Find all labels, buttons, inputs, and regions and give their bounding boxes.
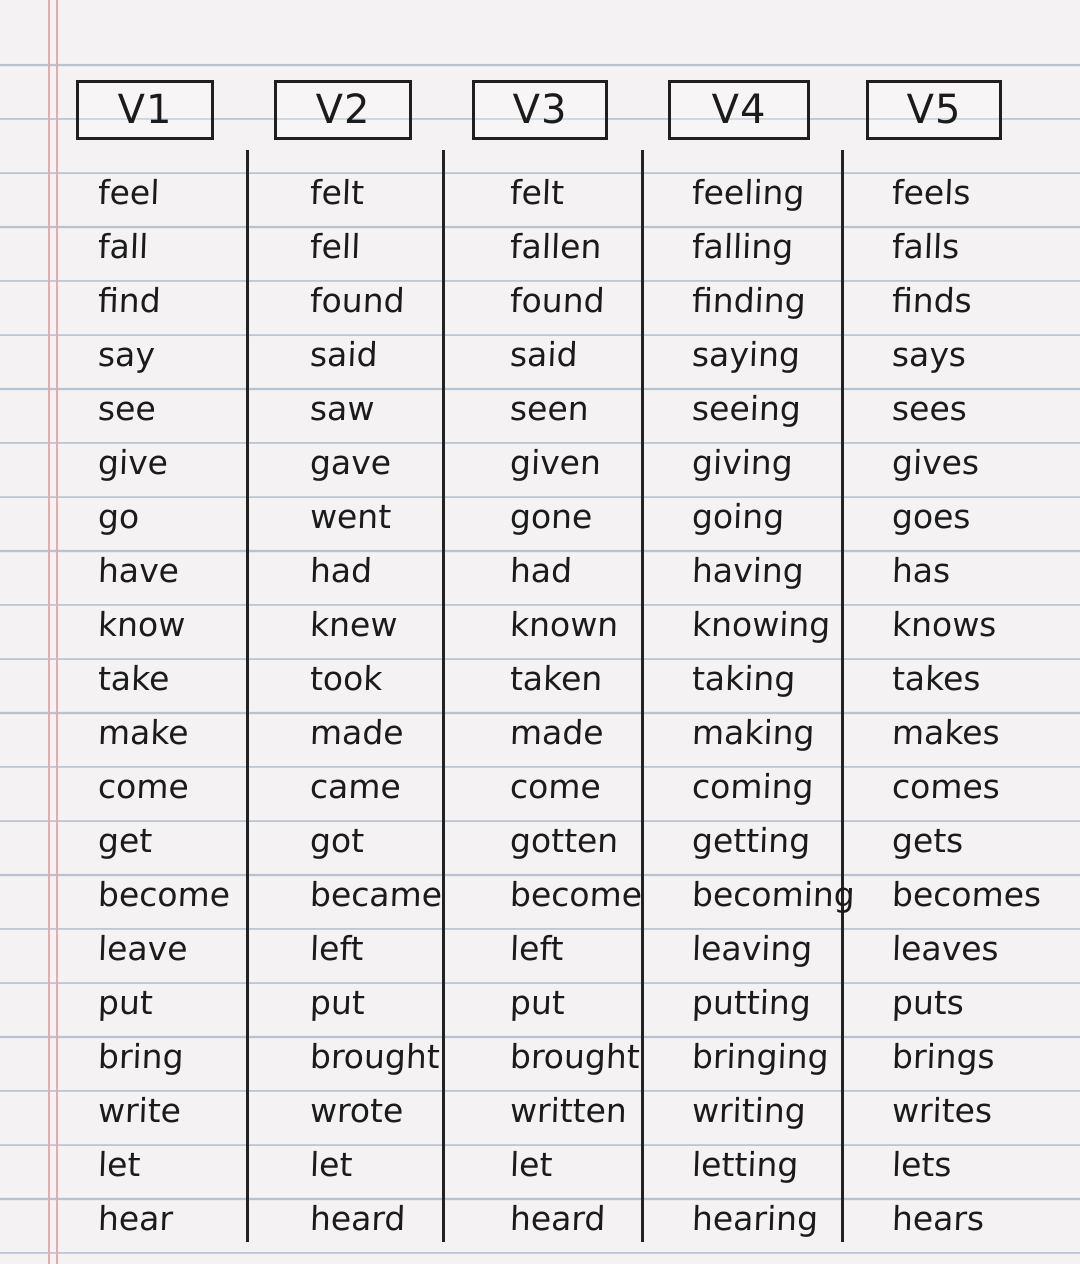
- verb-form-cell: see: [97, 389, 157, 428]
- verb-form-cell: becoming: [691, 875, 856, 914]
- verb-form-cell: seen: [509, 389, 590, 428]
- verb-form-cell: letting: [691, 1145, 800, 1184]
- verb-form-cell: leaving: [691, 929, 813, 968]
- verb-form-cell: comes: [891, 767, 1001, 806]
- verb-form-cell: gone: [509, 497, 594, 536]
- header-v4: V4: [668, 80, 810, 140]
- verb-form-cell: falling: [691, 227, 794, 266]
- verb-form-cell: puts: [891, 983, 965, 1022]
- verb-form-cell: knew: [309, 605, 399, 644]
- verb-form-cell: let: [97, 1145, 142, 1184]
- verb-form-cell: going: [691, 497, 785, 536]
- verb-form-cell: had: [509, 551, 573, 590]
- verb-form-cell: said: [509, 335, 579, 374]
- verb-form-cell: goes: [891, 497, 972, 536]
- verb-form-cell: feel: [97, 173, 161, 212]
- verb-form-cell: write: [97, 1091, 182, 1130]
- verb-form-cell: left: [309, 929, 365, 968]
- verb-form-cell: found: [509, 281, 606, 320]
- column-v3: [510, 166, 700, 1246]
- verb-form-cell: heard: [509, 1199, 607, 1238]
- verb-form-cell: bring: [97, 1037, 185, 1076]
- verb-form-cell: knows: [891, 605, 998, 644]
- column-v5: [892, 166, 1080, 1246]
- verb-form-cell: bringing: [691, 1037, 830, 1076]
- verb-form-cell: lets: [891, 1145, 953, 1184]
- verb-form-cell: put: [309, 983, 366, 1022]
- verb-form-cell: taking: [691, 659, 797, 698]
- verb-form-cell: finds: [891, 281, 973, 320]
- verb-form-cell: take: [97, 659, 171, 698]
- verb-form-cell: feels: [891, 173, 972, 212]
- column-v1: [98, 166, 288, 1246]
- verb-form-cell: put: [509, 983, 566, 1022]
- verb-form-cell: seeing: [691, 389, 802, 428]
- column-v4: [692, 166, 882, 1246]
- verb-form-cell: felt: [509, 173, 565, 212]
- verb-form-cell: made: [309, 713, 405, 752]
- verb-form-cell: hearing: [691, 1199, 819, 1238]
- verb-form-cell: left: [509, 929, 565, 968]
- verb-form-cell: brings: [891, 1037, 996, 1076]
- verb-form-cell: came: [309, 767, 402, 806]
- verb-form-cell: given: [509, 443, 602, 482]
- verb-form-cell: wrote: [309, 1091, 404, 1130]
- header-v1: V1: [76, 80, 214, 140]
- verb-form-cell: saying: [691, 335, 801, 374]
- verb-form-cell: get: [97, 821, 153, 860]
- verb-form-cell: written: [509, 1091, 628, 1130]
- verb-form-cell: have: [97, 551, 180, 590]
- verb-form-cell: made: [509, 713, 605, 752]
- verb-form-cell: takes: [891, 659, 982, 698]
- verb-form-cell: fall: [97, 227, 149, 266]
- verb-form-cell: felt: [309, 173, 365, 212]
- verb-form-cell: coming: [691, 767, 815, 806]
- verb-form-cell: fallen: [509, 227, 603, 266]
- verb-form-cell: become: [509, 875, 643, 914]
- verb-form-cell: give: [97, 443, 169, 482]
- verb-form-cell: writes: [891, 1091, 993, 1130]
- verb-form-cell: making: [691, 713, 816, 752]
- header-row: [0, 80, 1080, 152]
- verb-form-cell: got: [309, 821, 365, 860]
- header-v2: V2: [274, 80, 412, 140]
- verb-form-cell: took: [309, 659, 384, 698]
- verb-form-cell: hears: [891, 1199, 985, 1238]
- verb-form-cell: make: [97, 713, 190, 752]
- verb-form-cell: let: [509, 1145, 554, 1184]
- verb-form-cell: brought: [509, 1037, 641, 1076]
- verb-form-cell: gotten: [509, 821, 619, 860]
- verb-form-cell: became: [309, 875, 443, 914]
- verb-form-cell: says: [891, 335, 967, 374]
- verb-form-cell: went: [309, 497, 392, 536]
- verb-form-cell: gets: [891, 821, 965, 860]
- verb-form-cell: falls: [891, 227, 961, 266]
- verb-form-cell: know: [97, 605, 186, 644]
- header-v3: V3: [472, 80, 608, 140]
- verb-form-cell: writing: [691, 1091, 807, 1130]
- verb-form-cell: go: [97, 497, 140, 536]
- margin-line-left: [48, 0, 50, 1264]
- verb-form-cell: giving: [691, 443, 794, 482]
- verb-form-cell: find: [97, 281, 162, 320]
- verb-form-cell: knowing: [691, 605, 831, 644]
- header-v5: V5: [866, 80, 1002, 140]
- verb-form-cell: found: [309, 281, 406, 320]
- verb-form-cell: has: [891, 551, 952, 590]
- verb-form-cell: putting: [691, 983, 812, 1022]
- column-v2: [310, 166, 500, 1246]
- verb-form-cell: feeling: [691, 173, 806, 212]
- verb-form-cell: taken: [509, 659, 604, 698]
- verb-form-cell: sees: [891, 389, 968, 428]
- verb-form-cell: had: [309, 551, 373, 590]
- verb-form-cell: brought: [309, 1037, 441, 1076]
- verb-form-cell: getting: [691, 821, 811, 860]
- verb-form-cell: come: [509, 767, 602, 806]
- verb-form-cell: saw: [309, 389, 376, 428]
- verb-form-cell: come: [97, 767, 190, 806]
- verb-form-cell: say: [97, 335, 156, 374]
- verb-form-cell: let: [309, 1145, 354, 1184]
- verb-form-cell: gives: [891, 443, 980, 482]
- verb-form-cell: finding: [691, 281, 807, 320]
- verb-form-cell: known: [509, 605, 619, 644]
- verb-form-cell: become: [97, 875, 231, 914]
- verb-form-cell: having: [691, 551, 805, 590]
- verb-form-cell: gave: [309, 443, 392, 482]
- verb-form-cell: put: [97, 983, 154, 1022]
- verb-form-cell: makes: [891, 713, 1001, 752]
- verb-form-cell: heard: [309, 1199, 407, 1238]
- verb-form-cell: hear: [97, 1199, 174, 1238]
- verb-form-cell: said: [309, 335, 379, 374]
- verb-form-cell: leave: [97, 929, 189, 968]
- margin-line-right: [56, 0, 58, 1264]
- verb-form-cell: leaves: [891, 929, 1000, 968]
- verb-form-cell: becomes: [891, 875, 1042, 914]
- verb-form-cell: fell: [309, 227, 361, 266]
